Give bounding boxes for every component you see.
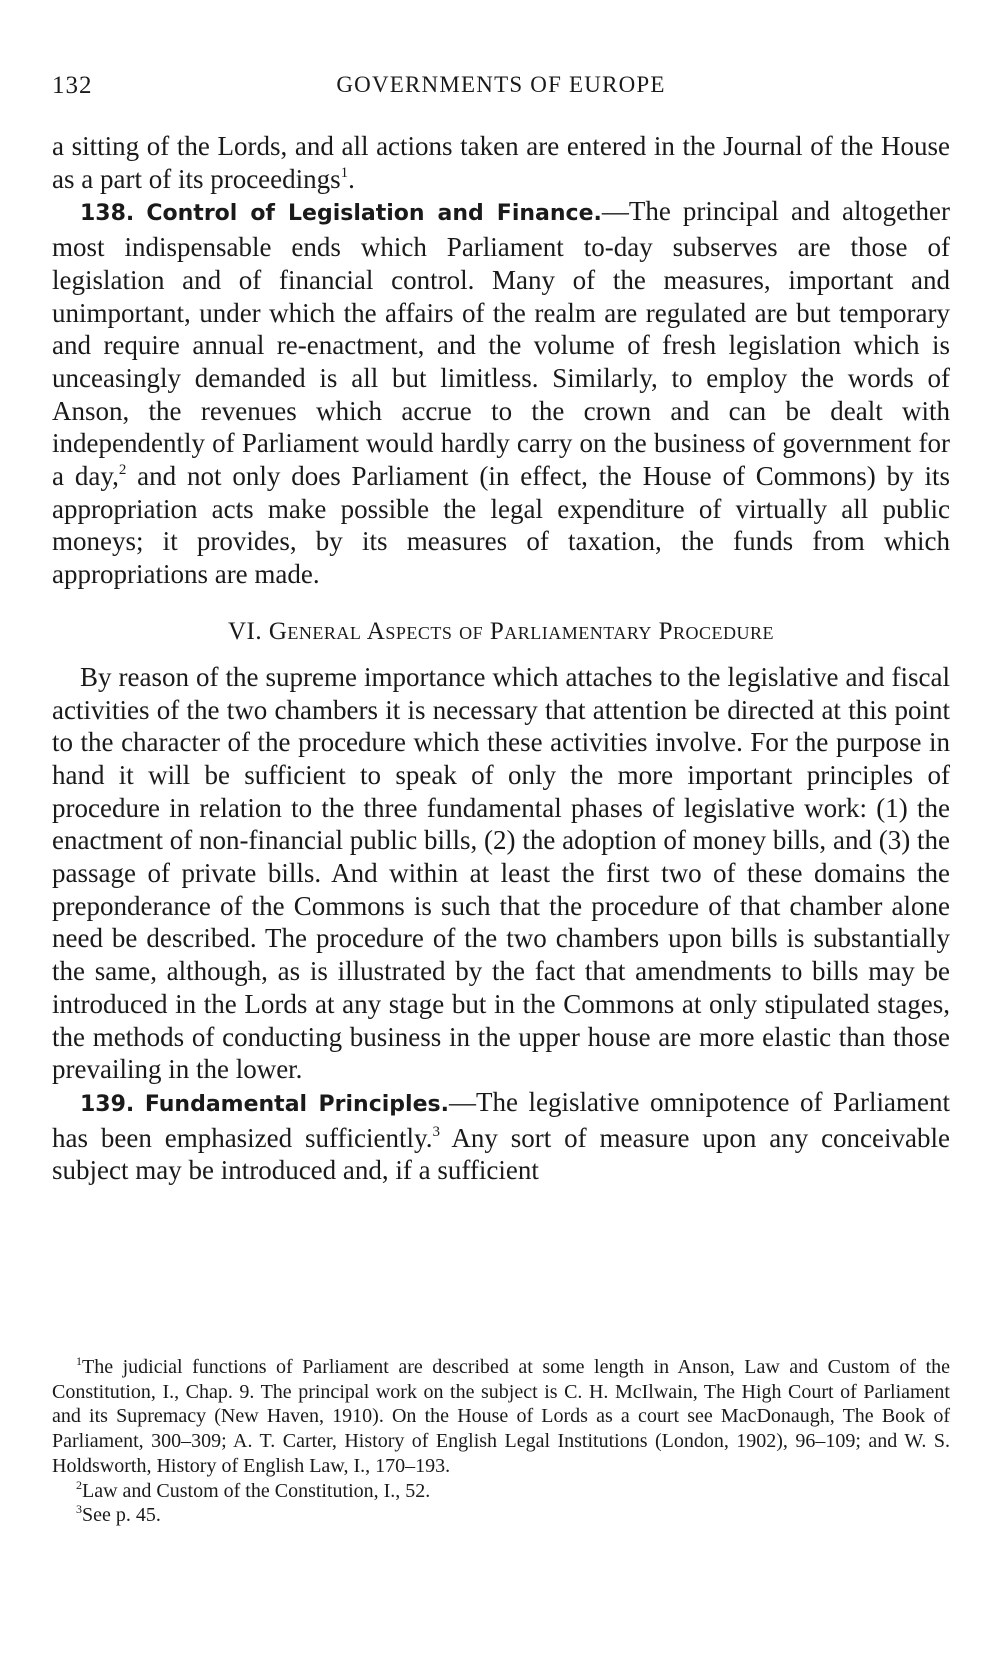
paragraph-139-text-a: —The legislative omnipotence of Parliament has been emphasized sufficiently.: [52, 1086, 951, 1153]
footnote-3: [52, 1503, 950, 1528]
paragraph-138: [52, 195, 950, 590]
footnote-text-1: The judicial functions of Parliament are described at some length in Anson, Law and Custom of the Constitution, I., Chap. 9. The principal work on the subject is C. H. McIlwain, The High Court of Parliament and its Supremacy (New Haven, 1910). On the House of Lords as a court see MacDonaugh, The Book of Parliament, 300–309; A. T. Carter, History of English Legal Institutions (London, 1902), 96–109; and W. S. Holdsworth, History of English Law, I., 170–193.: [52, 1356, 950, 1477]
footnote-marker-3: 3: [76, 1502, 82, 1517]
footnote-ref-1: 1: [340, 164, 349, 181]
footnote-1: [52, 1355, 950, 1479]
intro-paragraph: By reason of the supreme importance which attaches to the legislative and fiscal activities of the two chambers it is necessary that attention be directed at this point to the character of the procedure which these activities involve. For the purpose in hand it will be sufficient to speak of only the more important principles of procedure in relation to the three fundamental phases of legislative work: (1) the enactment of non-financial public bills, (2) the adoption of money bills, and (3) the passage of private bills. And within at least the first two of these domains the preponderance of the Commons is such that the procedure of that chamber alone need be described. The procedure of the two chambers upon bills is substantially the same, although, as is illustrated by the fact that amendments to bills may be introduced in the Lords at any stage but in the Commons at only stipulated stages, the methods of conducting business in the upper house are more elastic than those prevailing in the lower.: [52, 661, 950, 1085]
paragraph-number-139: 139.: [80, 1091, 135, 1117]
paragraph-heading-139: Fundamental Principles.: [144, 1091, 449, 1117]
footnote-2: [52, 1479, 950, 1504]
paragraph-139: [52, 1086, 950, 1187]
footnote-text-2: Law and Custom of the Constitution, I., 52.: [82, 1479, 431, 1502]
footnotes: [52, 1355, 950, 1528]
footnote-text-3: See p. 45.: [82, 1504, 161, 1527]
footnote-marker-1: 1: [76, 1354, 82, 1368]
paragraph-138-text-b: and not only does Parliament (in effect, the House of Commons) by its appropriation acts make possible the legal expenditure of virtually all public moneys; it provides, by its measures of taxation, the funds from which appropriations are made.: [52, 461, 951, 590]
running-title: GOVERNMENTS OF EUROPE: [336, 72, 666, 97]
footnote-marker-2: 2: [76, 1477, 82, 1492]
paragraph-138-text-a: —The principal and altogether most indispensable ends which Parliament to-day subserves are those of legislation and of financial control. Many of the measures, important and unimportant, under which the affairs of the realm are regulated are but temporary and require annual re-enactment, and the volume of fresh legislation which is unceasingly demanded is all but limitless. Similarly, to employ the words of Anson, the revenues which accrue to the crown and can be dealt with independently of Parliament would hardly carry on the business of government for a day,: [52, 196, 950, 492]
paragraph-number-138: 138.: [80, 201, 135, 227]
section-heading: VI. General Aspects of Parliamentary Procedure: [227, 617, 774, 645]
continuation-text: a sitting of the Lords, and all actions taken are entered in the Journal of the House as a part of its proceedings: [52, 131, 950, 194]
footnote-ref-3: 3: [432, 1123, 441, 1140]
continuation-end: .: [348, 163, 355, 194]
page-number: 132: [52, 72, 93, 99]
page-header: [52, 72, 950, 112]
paragraph-heading-138: Control of Legislation and Finance.: [146, 201, 602, 227]
footnote-ref-2: 2: [118, 462, 127, 479]
main-text: [52, 130, 950, 1187]
continuation-paragraph: [52, 130, 950, 195]
paragraph-139-text-b: Any sort of measure upon any conceivable subject may be introduced and, if a sufficient: [52, 1122, 950, 1186]
